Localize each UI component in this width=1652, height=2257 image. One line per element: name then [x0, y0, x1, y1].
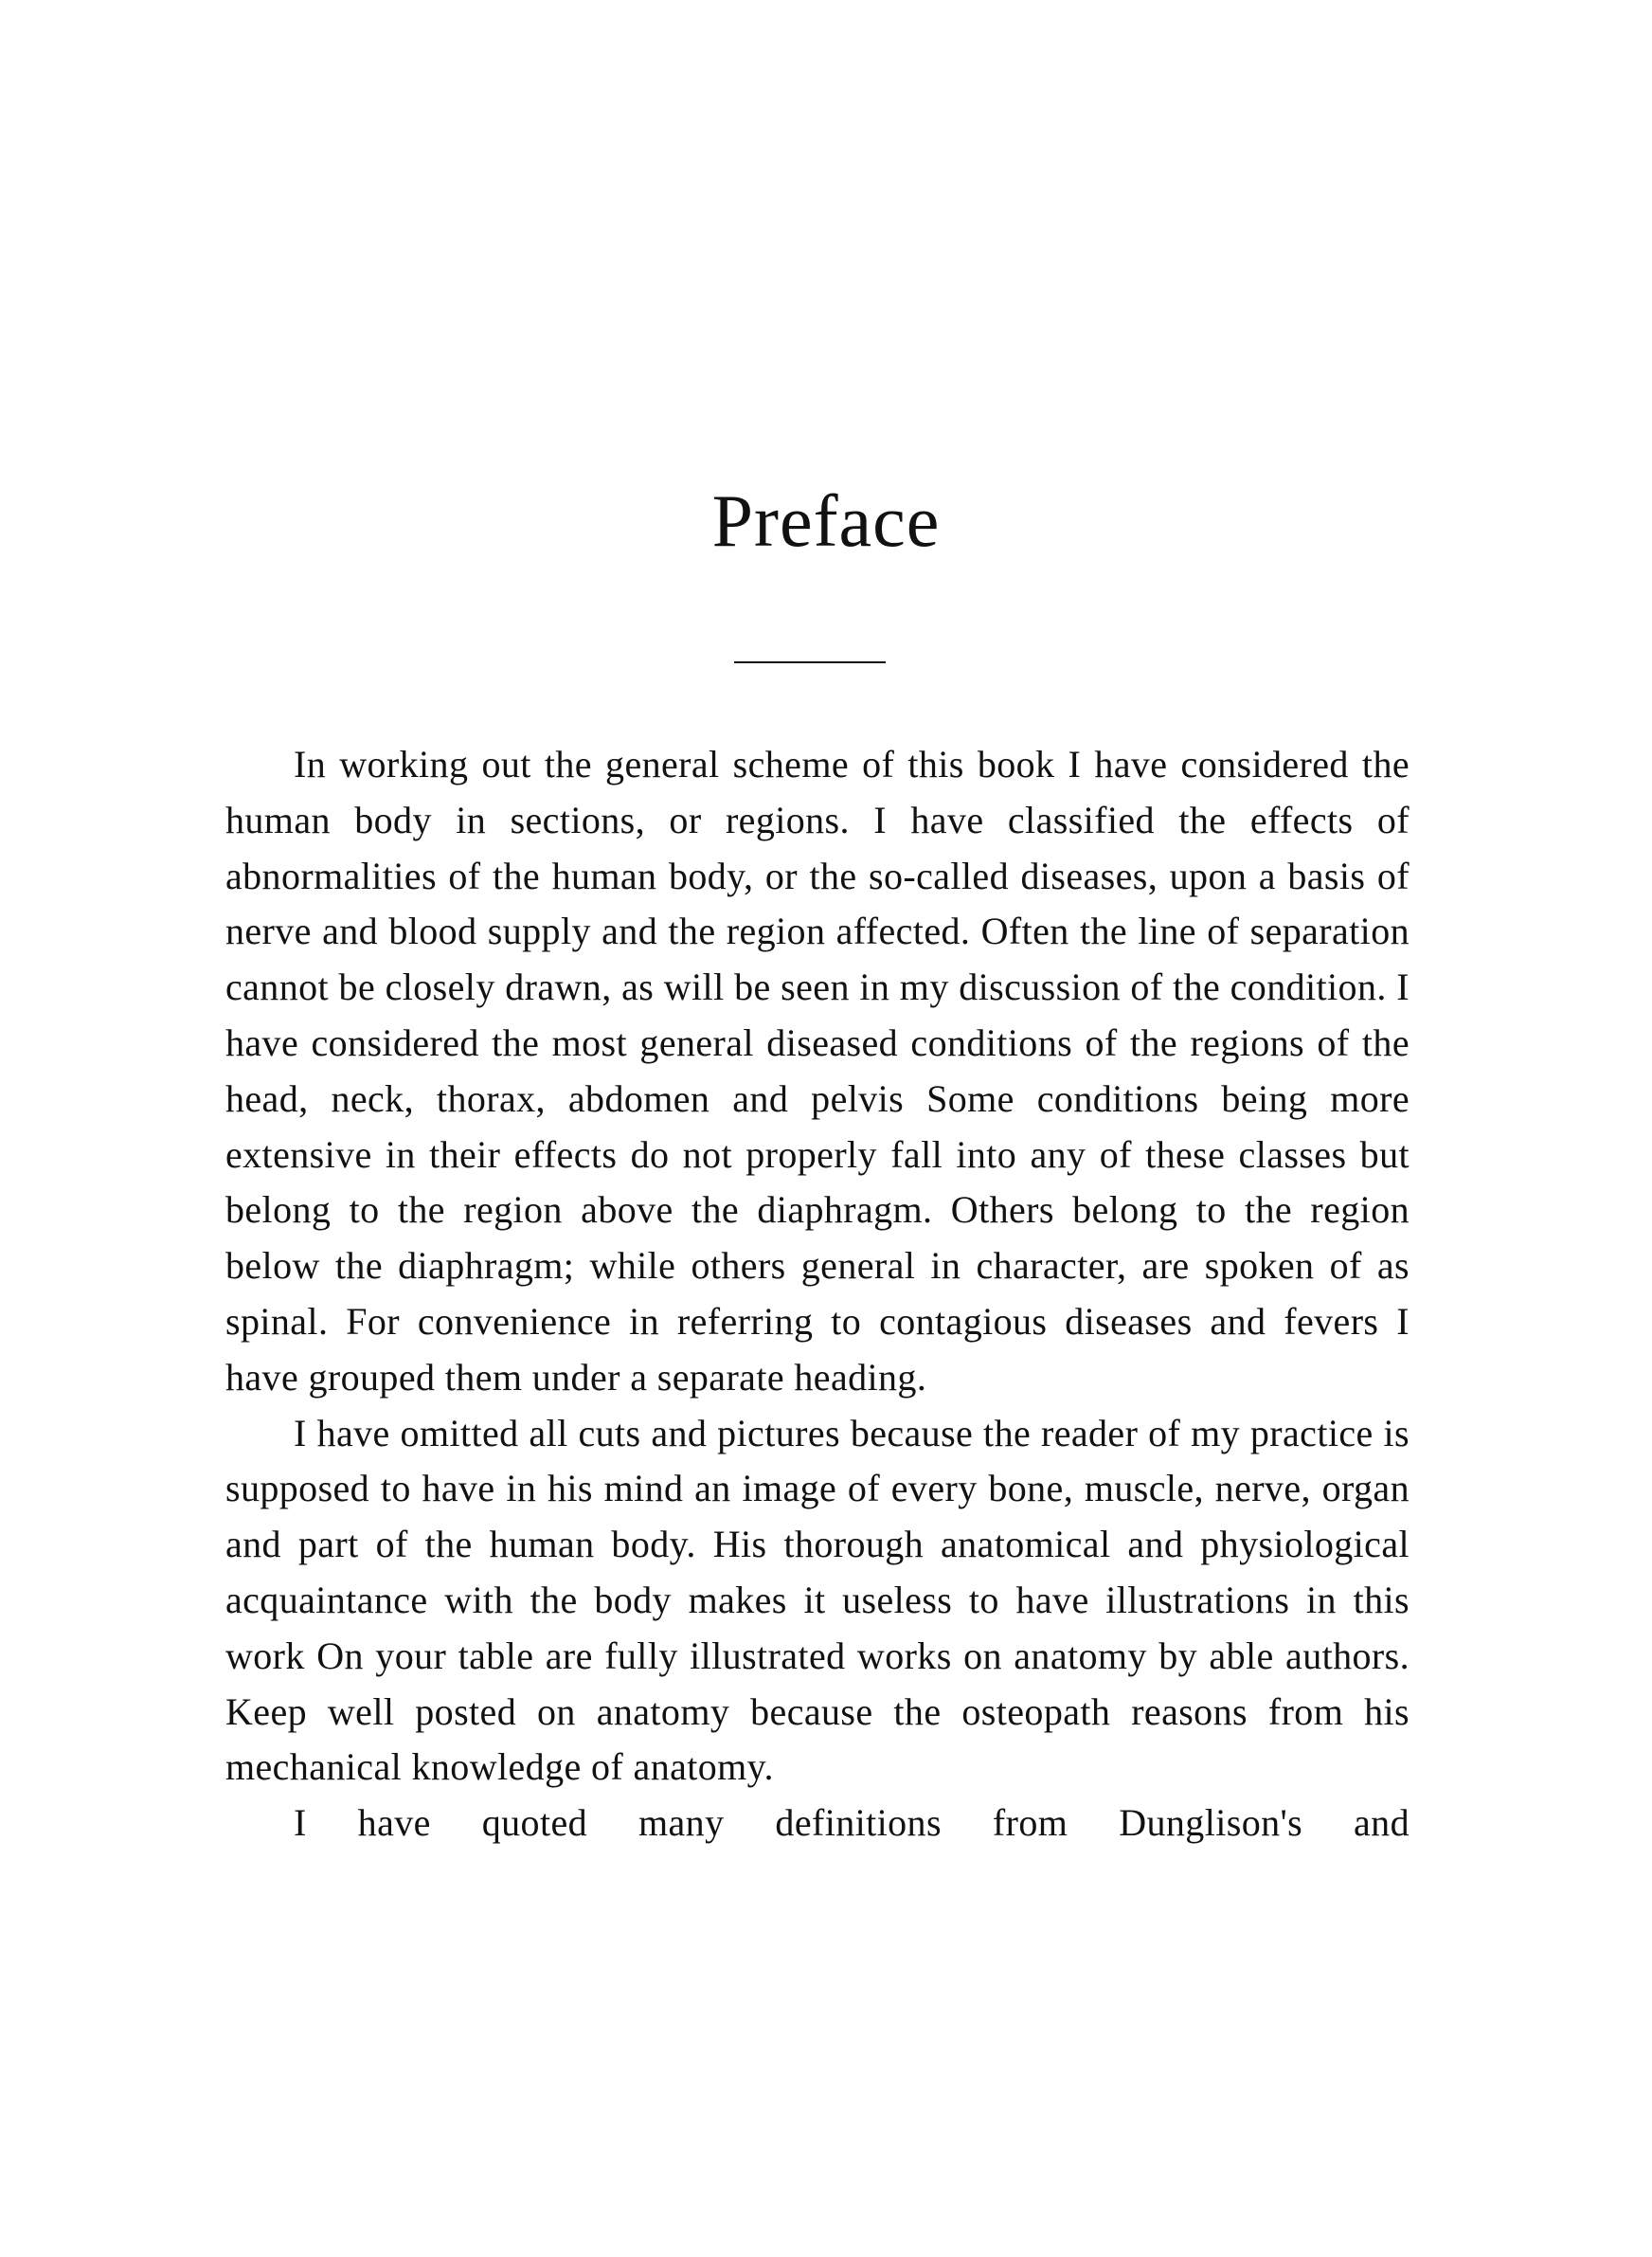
page-title: Preface — [711, 479, 941, 562]
paragraph-2: I have omitted all cuts and pictures because the reader of my practice is supposed to have in his mind an image of every bone, muscle, nerve, organ and part of the human body. His thorough anatomical and physiological acquaintance with the body makes it useless to have illustrations in this work On your table are fully illustrated works on anatomy by able authors. Keep well posted on anatomy because the osteopath reasons from his mechanical knowledge of anatomy. — [225, 1411, 1410, 1789]
paragraph-1: In working out the general scheme of this book I have considered the human body in sections, or regions. I have classified the effects of abnormalities of the human body, or the so-called diseases, upon a basis of nerve and blood supply and the region affected. Often the line of separation cannot be closely drawn, as will be seen in my discussion of the condition. I have considered the most general diseased conditions of the regions of the head, neck, thorax, abdomen and pelvis Some conditions being more extensive in their effects do not properly fall into any of these classes but belong to the region above the diaphragm. Others belong to the region below the diaphragm; while others general in character, are spoken of as spinal. For convenience in referring to contagious diseases and fevers I have grouped them under a separate heading. — [225, 743, 1410, 1399]
preface-body — [225, 737, 1410, 1851]
title-divider — [734, 661, 886, 663]
paragraph-3: I have quoted many definitions from Dunglison's and — [294, 1801, 1410, 1845]
